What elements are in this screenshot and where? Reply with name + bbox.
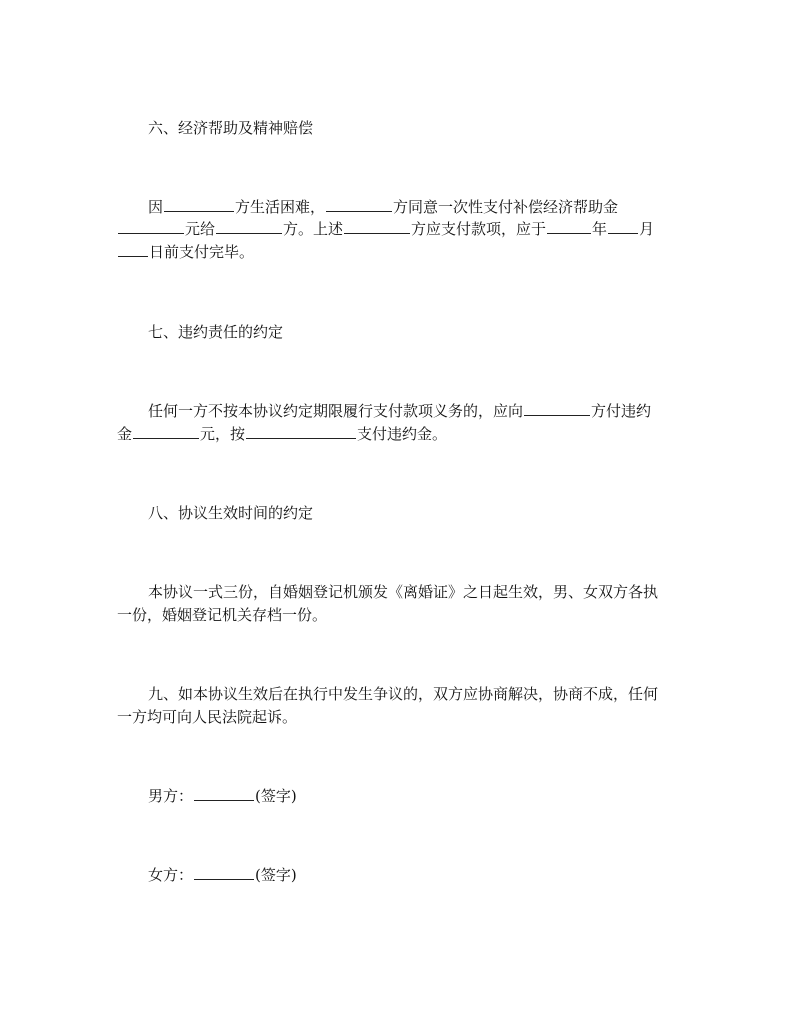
blank-field xyxy=(118,219,184,234)
blank-field xyxy=(216,219,282,234)
blank-field xyxy=(326,197,392,212)
female-signature-blank xyxy=(194,865,254,880)
section-9-line-2: 一方均可向人民法院起诉。 xyxy=(117,708,298,726)
section-7-line-2: 金 元，按 支付违约金。 xyxy=(117,425,448,443)
blank-field xyxy=(608,219,638,234)
section-6-line-1: 因 方生活困难， 方同意一次性支付补偿经济帮助金 xyxy=(148,198,619,216)
male-signature-line: 男方： (签字) xyxy=(148,787,297,805)
section-7-line-1: 任何一方不按本协议约定期限履行支付款项义务的，应向 方付违约 xyxy=(148,402,652,420)
section-8-heading: 八、协议生效时间的约定 xyxy=(148,504,314,522)
blank-field xyxy=(246,424,356,439)
section-6-heading: 六、经济帮助及精神赔偿 xyxy=(148,119,314,137)
section-8-line-2: 一份，婚姻登记机关存档一份。 xyxy=(117,606,328,624)
blank-field xyxy=(344,219,410,234)
section-7-heading: 七、违约责任的约定 xyxy=(148,323,284,341)
blank-field xyxy=(524,401,590,416)
blank-field xyxy=(118,242,148,257)
section-6-line-2: 元给 方。上述 方应支付款项，应于 年 月 xyxy=(117,219,692,239)
section-9-line-1: 九、如本协议生效后在执行中发生争议的，双方应协商解决，协商不成，任何 xyxy=(148,685,659,703)
blank-field xyxy=(133,424,199,439)
female-signature-line: 女方： (签字) xyxy=(148,866,297,884)
blank-field xyxy=(547,219,591,234)
section-6-line-3: 日前支付完毕。 xyxy=(117,242,692,262)
male-signature-blank xyxy=(194,786,254,801)
section-8-line-1: 本协议一式三份，自婚姻登记机颁发《离婚证》之日起生效，男、女双方各执 xyxy=(148,583,659,601)
blank-field xyxy=(164,197,234,212)
